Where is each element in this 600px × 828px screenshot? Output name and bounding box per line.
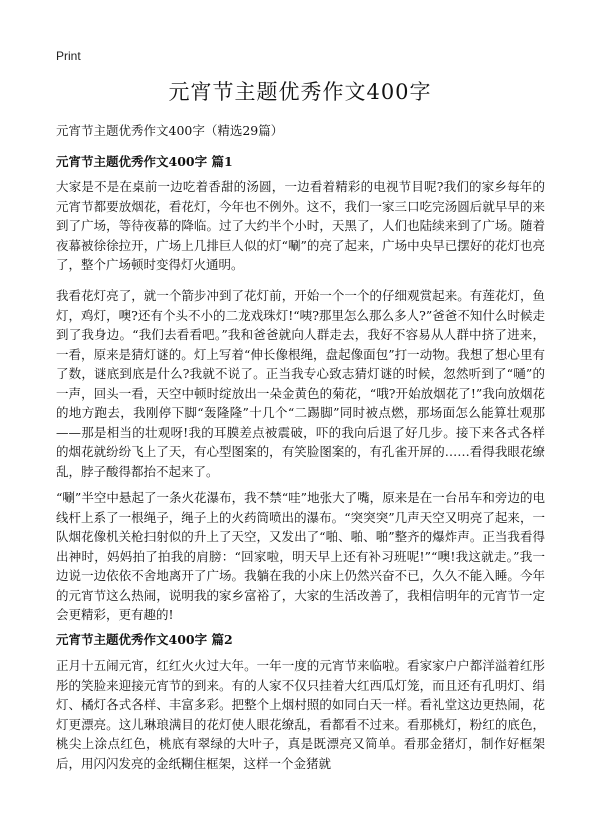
document-title: 元宵节主题优秀作文400字: [168, 80, 432, 104]
section-heading-1: 元宵节主题优秀作文400字 篇1: [56, 154, 233, 169]
section-1-paragraph-2: 我看花灯亮了，就一个箭步冲到了花灯前，开始一个一个的仔细观赏起来。有莲花灯，鱼灯，鸡灯，噢?还有个头不小的二龙戏珠灯!“咦?那里怎么那么多人?”爸爸不知什么时候走到了我身边。“我们去看看吧。”我和爸爸就向人群走去，我好不容易从人群中挤了进来，一看，原来是猜灯谜的。灯上写着“伸长像根绳，盘起像面包”打一动物。我想了想心里有了数，谜底到底是什么?我就不说了。正当我专心致志猜灯谜的时候，忽然听到了“嗵”的一声，回头一看，天空中顿时绽放出一朵金黄色的菊花，“哦?开始放烟花了!”我向放烟花的地方跑去，我刚停下脚“轰隆隆”十几个“二踢脚”同时被点燃，那场面怎么能算壮观那——那是相当的壮观呀!我的耳膜差点被震破，吓的我向后退了好几步。接下来各式各样的烟花就纷纷飞上了天，有心型图案的，有笑脸图案的，有孔雀开屏的……看得我眼花缭乱，脖子酸得都抬不起来了。: [56, 288, 545, 479]
document-subtitle: 元宵节主题优秀作文400字（精选29篇）: [56, 123, 284, 138]
section-1-paragraph-1: 大家是不是在桌前一边吃着香甜的汤圆，一边看着精彩的电视节目呢?我们的家乡每年的元宵节都要放烟花，看花灯，今年也不例外。这不，我们一家三口吃完汤圆后就早早的来到了广场，等待夜幕的降临。过了大约半个小时，天黑了，人们也陆续来到了广场。随着夜幕被徐徐拉开，广场上几排巨人似的灯“唰”的亮了起来，广场中央早已摆好的花灯也亮了，整个广场顿时变得灯火通明。: [56, 179, 545, 272]
section-heading-2: 元宵节主题优秀作文400字 篇2: [56, 632, 233, 647]
section-2-paragraph-1: 正月十五闹元宵，红红火火过大年。一年一度的元宵节来临啦。看家家户户都洋溢着红彤彤的笑脸来迎接元宵节的到来。有的人家不仅只挂着大红西瓜灯笼，而且还有孔明灯、绢灯、橘灯各式各样、丰富多彩。把整个上烟村照的如同白天一样。看礼堂这边更热闹，花灯更漂亮。这儿琳琅满目的花灯使人眼花缭乱，看都看不过来。看那桃灯，粉红的底色，桃尖上涂点红色，桃底有翠绿的大叶子，真是既漂亮又简单。看那金猪灯，制作好框架后，用闪闪发亮的金纸糊住框架，这样一个金猪就: [56, 658, 545, 771]
print-link[interactable]: Print: [56, 49, 81, 63]
section-1-paragraph-3: “唰”半空中悬起了一条火花瀑布，我不禁“哇”地张大了嘴，原来是在一台吊车和旁边的电线杆上系了一根绳子，绳子上的火药筒喷出的瀑布。“突突突”几声天空又明亮了起来，一队烟花像机关枪扫射似的升上了天空，又发出了“啪、啪、啪”整齐的爆炸声。正当我看得出神时，妈妈拍了拍我的肩膀：“回家啦，明天早上还有补习班呢!”“噢!我这就走。”我一边说一边依依不舍地离开了广场。我躺在我的小床上仍然兴奋不已，久久不能入睡。今年的元宵节这么热闹，说明我的家乡富裕了，大家的生活改善了，我相信明年的元宵节一定会更精彩，更有趣的!: [56, 490, 545, 622]
